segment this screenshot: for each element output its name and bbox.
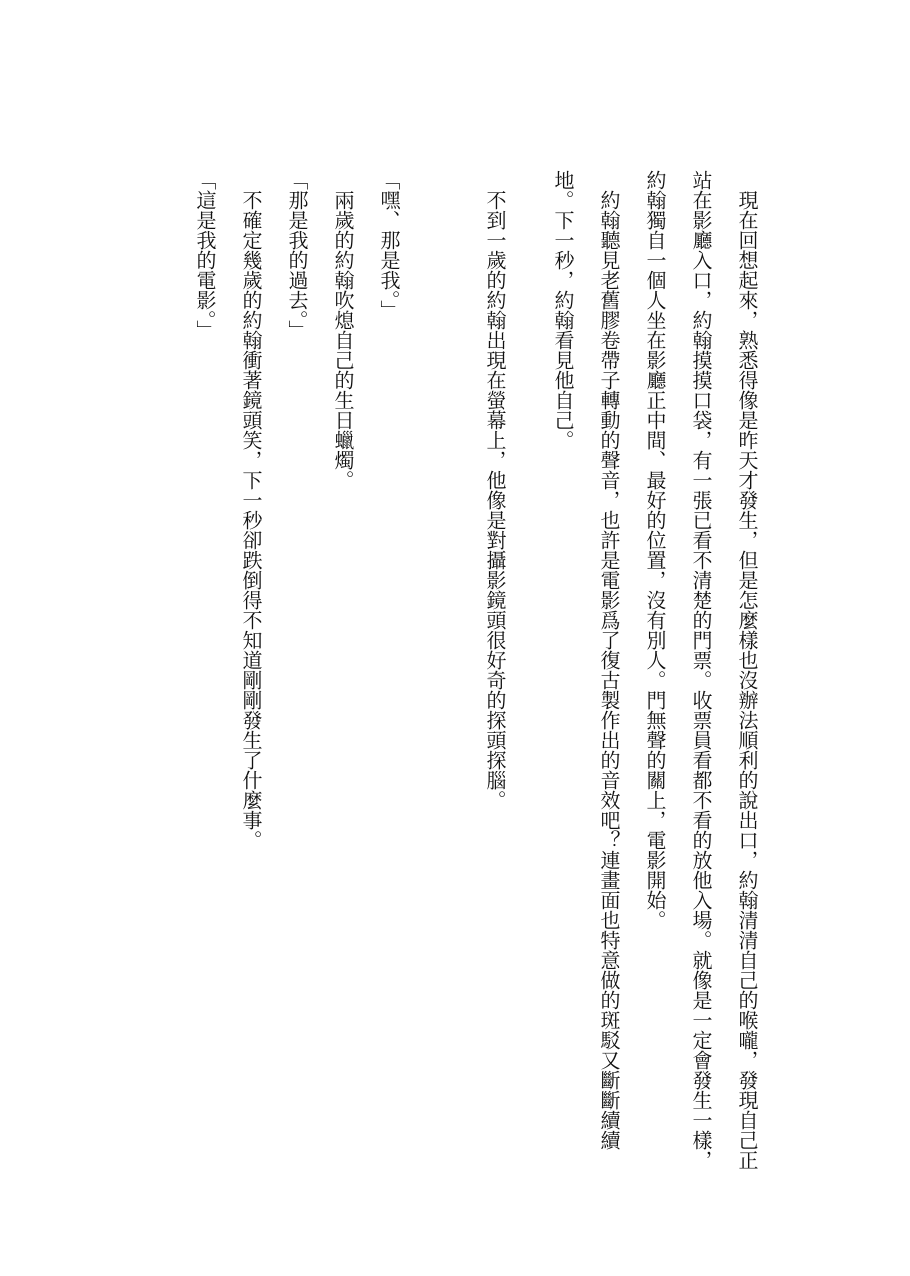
paragraph-3: 不到一歲的約翰出現在螢幕上，他像是對攝影鏡頭很好奇的探頭探腦。 xyxy=(483,190,507,810)
vertical-text-body xyxy=(182,170,770,1170)
paragraph-4: 兩歲的約翰吹熄自己的生日蠟燭。 xyxy=(331,190,355,490)
paragraph-1: 現在回想起來，熟悉得像是昨天才發生，但是怎麼樣也沒辦法順利的說出口，約翰清清自己的喉嚨，發現自己正站在影廳入口，約翰摸摸口袋，有一張已看不清楚的門票。收票員看都不看的放他入場。就像是一定會發生一樣，約翰獨自一個人坐在影廳正中間、最好的位置，沒有別人。門無聲的關上，電影開始。 xyxy=(643,170,759,1170)
dialogue-line-1: 「嘿、那是我。」 xyxy=(377,170,401,320)
dialogue-line-3: 「這是我的電影。」 xyxy=(193,170,217,340)
paragraph-5: 不確定幾歲的約翰衝著鏡頭笑，下一秒卻跌倒得不知道剛剛發生了什麼事。 xyxy=(239,190,263,850)
paragraph-2: 約翰聽見老舊膠卷帶子轉動的聲音，也許是電影爲了復古製作出的音效吧？連畫面也特意做的斑駁又斷斷續續地。下一秒，約翰看見他自己。 xyxy=(551,170,621,1150)
dialogue-line-2: 「那是我的過去。」 xyxy=(285,170,309,340)
